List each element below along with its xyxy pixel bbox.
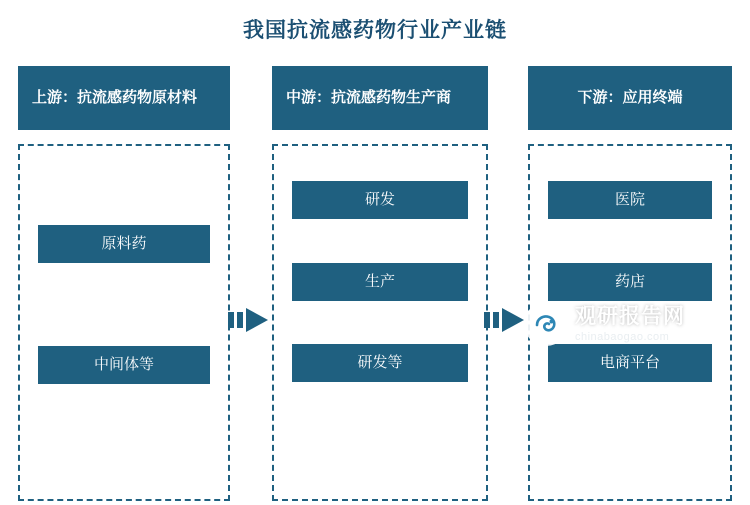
arrow-right-icon <box>228 303 272 337</box>
column-body-downstream <box>528 144 732 501</box>
node-upstream-2[interactable]: 中间体等 <box>38 346 210 384</box>
column-body-midstream <box>272 144 488 501</box>
column-header-upstream: 上游：抗流感药物原材料 <box>18 66 230 130</box>
column-header-downstream: 下游：应用终端 <box>528 66 732 130</box>
node-downstream-3[interactable]: 电商平台 <box>548 344 712 382</box>
node-downstream-1[interactable]: 医院 <box>548 181 712 219</box>
node-midstream-3[interactable]: 研发等 <box>292 344 468 382</box>
node-upstream-1[interactable]: 原料药 <box>38 225 210 263</box>
node-midstream-1[interactable]: 研发 <box>292 181 468 219</box>
column-midstream <box>272 66 488 501</box>
column-upstream <box>18 66 230 501</box>
node-midstream-2[interactable]: 生产 <box>292 263 468 301</box>
arrow-right-icon <box>484 303 528 337</box>
column-header-midstream: 中游：抗流感药物生产商 <box>272 66 488 130</box>
page-title: 我国抗流感药物行业产业链 <box>243 19 507 42</box>
watermark-cn: 观研报告网 <box>575 304 685 328</box>
watermark-en: chinabaogao.com <box>575 330 670 343</box>
column-downstream <box>528 66 732 501</box>
node-downstream-2[interactable]: 药店 <box>548 263 712 301</box>
column-body-upstream <box>18 144 230 501</box>
